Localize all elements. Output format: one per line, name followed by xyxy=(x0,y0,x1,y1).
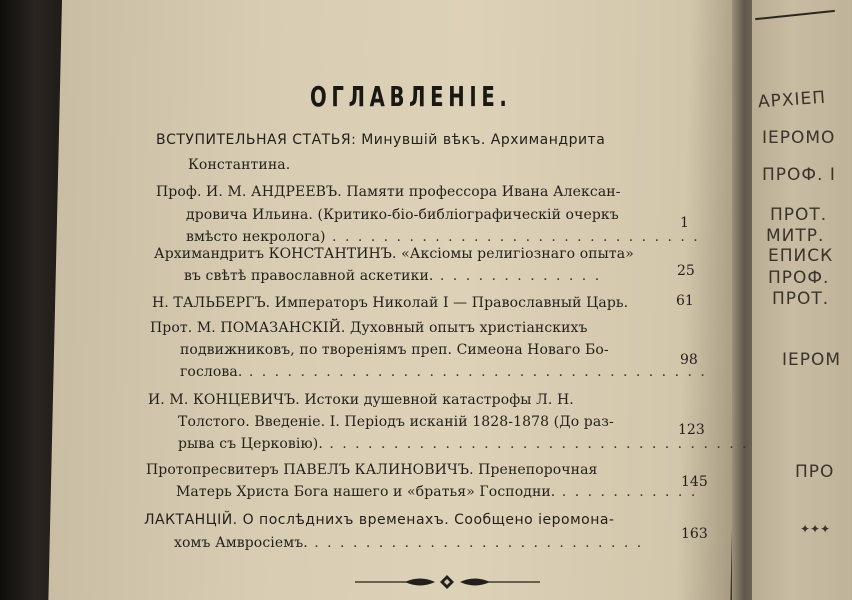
page-number: 145 xyxy=(681,474,708,490)
toc-line: Толстого. Введеніе. І. Періодъ исканій 1828-1878 (До раз- xyxy=(178,414,614,430)
right-page-ornament: ✦✦✦ xyxy=(800,522,831,536)
toc-line: гослова. . . . . . . . . . . . . . . . . . . . . . . . . . . . . . . . . . . . . xyxy=(180,364,707,380)
page-number: 25 xyxy=(677,263,695,279)
toc-line: Архимандритъ КОНСТАНТИНЪ. «Аксіомы религіознаго опыта» xyxy=(154,246,634,262)
toc-line: въ свѣтѣ православной аскетики. . . . . . . . . . . . . . xyxy=(184,268,602,284)
toc-line: Н. ТАЛЬБЕРГЪ. Императоръ Николай І — Православный Царь. xyxy=(152,295,629,311)
toc-line: хомъ Амвросіемъ. . . . . . . . . . . . . . . . . . . . . . . . . . . xyxy=(174,535,644,551)
page-number: 98 xyxy=(680,352,698,368)
toc-line: рыва съ Церковію). . . . . . . . . . . . . . . . . . . . . . . . . . . . . . . . . . xyxy=(178,436,749,452)
right-page-text: ПРОФ. xyxy=(768,268,830,288)
right-page-text: ІЕРОМО xyxy=(762,128,836,148)
toc-line: ВСТУПИТЕЛЬНАЯ СТАТЬЯ: Минувшій вѣкъ. Архимандрита xyxy=(156,132,606,148)
toc-line: подвижниковъ, по твореніямъ преп. Симеона Новаго Бо- xyxy=(180,342,609,358)
toc-line: Константина. xyxy=(188,157,291,173)
page-number: 163 xyxy=(681,526,708,542)
toc-line: Протопресвитеръ ПАВЕЛЪ КАЛИНОВИЧЪ. Пренепорочная xyxy=(146,462,598,478)
toc-line: Проф. И. М. АНДРЕЕВЪ. Памяти профессора Ивана Алексан- xyxy=(156,184,621,200)
right-page-text: ПРОФ. І xyxy=(762,165,836,185)
right-page-text: ПРО xyxy=(795,462,835,482)
right-page-text: ІЕРОМ xyxy=(782,350,842,370)
right-page-text: МИТР. xyxy=(766,226,825,246)
decorative-ornament xyxy=(355,572,540,592)
right-page-text: ПРОТ. xyxy=(770,205,828,225)
toc-line: Матерь Христа Бога нашего и «братья» Господни. . . . . . . . . . . . xyxy=(176,484,698,500)
page-number: 61 xyxy=(676,293,694,309)
page-title: ОГЛАВЛЕНІЕ. xyxy=(310,80,512,113)
toc-line: И. М. КОНЦЕВИЧЪ. Истоки душевной катастрофы Л. Н. xyxy=(148,392,574,408)
toc-line: Прот. М. ПОМАЗАНСКІЙ. Духовный опытъ христіанскихъ xyxy=(150,320,588,336)
page-number: 1 xyxy=(680,215,689,231)
toc-line: вмѣсто некролога) . . . . . . . . . . . . . . . . . . . . . . . . . . . . . xyxy=(186,229,700,245)
page-number: 123 xyxy=(678,422,705,438)
right-page-text: АРХІЕП xyxy=(757,87,827,113)
right-page-text: ЕПИСК xyxy=(768,246,834,266)
toc-line: ЛАКТАНЦІЙ. О послѣднихъ временахъ. Сообщено іеромона- xyxy=(144,512,615,528)
right-page-text: ПРОТ. xyxy=(772,289,830,309)
toc-line: дровича Ильина. (Критико-біо-библіографическій очеркъ xyxy=(186,207,619,223)
